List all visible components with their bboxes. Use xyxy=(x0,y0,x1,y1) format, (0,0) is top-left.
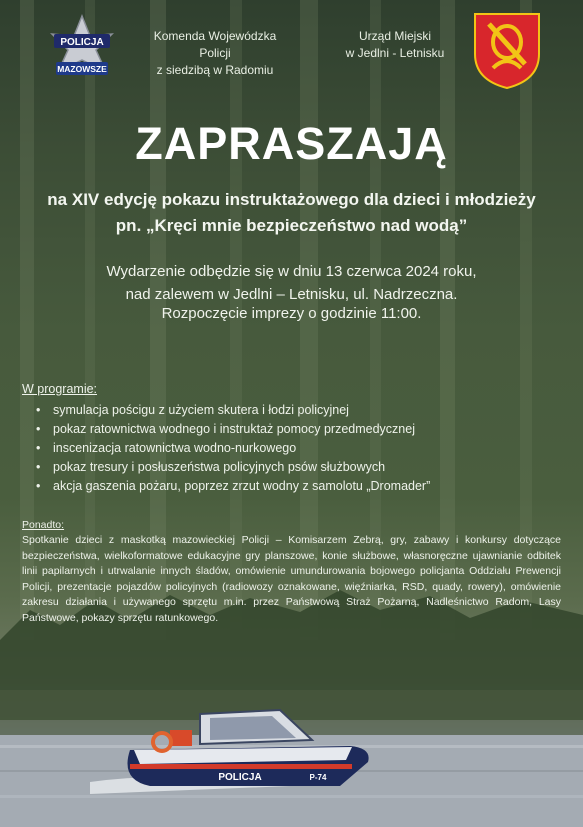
police-badge-bottom-text: MAZOWSZE xyxy=(57,64,107,74)
program-item-text: symulacja pościgu z użyciem skutera i łodzi policyjnej xyxy=(53,403,349,417)
event-start-time-line: Rozpoczęcie imprezy o godzinie 11:00. xyxy=(161,305,422,322)
police-boat-image xyxy=(90,690,380,800)
bullet-icon: • xyxy=(36,403,41,417)
bullet-icon: • xyxy=(36,460,41,474)
right-org-line2: w Jedlni - Letnisku xyxy=(345,46,445,60)
subtitle-line1: na XIV edycję pokazu instruktażowego dla dzieci i młodzieży xyxy=(47,190,536,209)
left-org-line1: Komenda Wojewódzka Policji xyxy=(153,29,277,60)
right-org-line1: Urząd Miejski xyxy=(358,29,431,43)
program-item xyxy=(30,458,430,477)
event-date-line: Wydarzenie odbędzie się w dniu 13 czerwca 2024 roku, xyxy=(106,263,477,280)
boat-registration-text: P-74 xyxy=(309,773,327,782)
event-location-line: nad zalewem w Jedlni – Letnisku, ul. Nadrzeczna. xyxy=(125,286,458,303)
left-org-line2: z siedzibą w Radomiu xyxy=(156,63,274,77)
additional-heading: Ponadto: xyxy=(22,519,65,531)
left-organization xyxy=(140,28,290,79)
additional-description: Spotkanie dzieci z maskotką mazowieckiej Policji – Komisarzem Zebrą, gry, zabawy i konkursy dotyczące bezpieczeństwa, wielkoformatowe edukacyjne gry planszowe, konie służbowe, własnoręczne ujawnianie odbitek linii papilarnych i utrwalanie innych śladów, omówienie umundurowania bojowego policjanta Oddziału Prewencji Policji, prezentacje pojazdów policyjnych (radiowozy oznakowane, więźniarka, RSD, quady, rowery), omówienie zakresu działania i używanego sprzętu m.in. przez Państwową Straż Pożarną, Nadleśnictwo Radom, Lasy Państwowe, pokazy sprzętu ratunkowego. xyxy=(22,534,561,624)
program-item xyxy=(30,439,430,458)
main-title: ZAPRASZAJĄ xyxy=(135,118,448,169)
bullet-icon: • xyxy=(36,441,41,455)
program-item xyxy=(30,401,430,420)
program-heading: W programie: xyxy=(22,382,98,396)
program-item-text: pokaz ratownictwa wodnego i instruktaż pomocy przedmedycznej xyxy=(53,422,415,436)
bullet-icon: • xyxy=(36,479,41,493)
police-badge-top-text: POLICJA xyxy=(60,37,104,48)
subtitle-line2: pn. „Kręci mnie bezpieczeństwo nad wodą” xyxy=(115,216,468,235)
boat-hull-text: POLICJA xyxy=(218,772,262,783)
town-coat-of-arms-icon xyxy=(471,10,543,90)
header xyxy=(0,0,583,100)
program-item xyxy=(30,420,430,439)
program-item-text: akcja gaszenia pożaru, poprzez zrzut wodny z samolotu „Dromader” xyxy=(53,479,431,493)
program-item-text: inscenizacja ratownictwa wodno-nurkowego xyxy=(53,441,297,455)
right-organization xyxy=(340,28,450,62)
program-item xyxy=(30,477,430,496)
program-list xyxy=(30,401,430,496)
police-star-logo-icon xyxy=(46,14,118,84)
bullet-icon: • xyxy=(36,422,41,436)
program-item-text: pokaz tresury i posłuszeństwa policyjnych psów służbowych xyxy=(53,460,386,474)
